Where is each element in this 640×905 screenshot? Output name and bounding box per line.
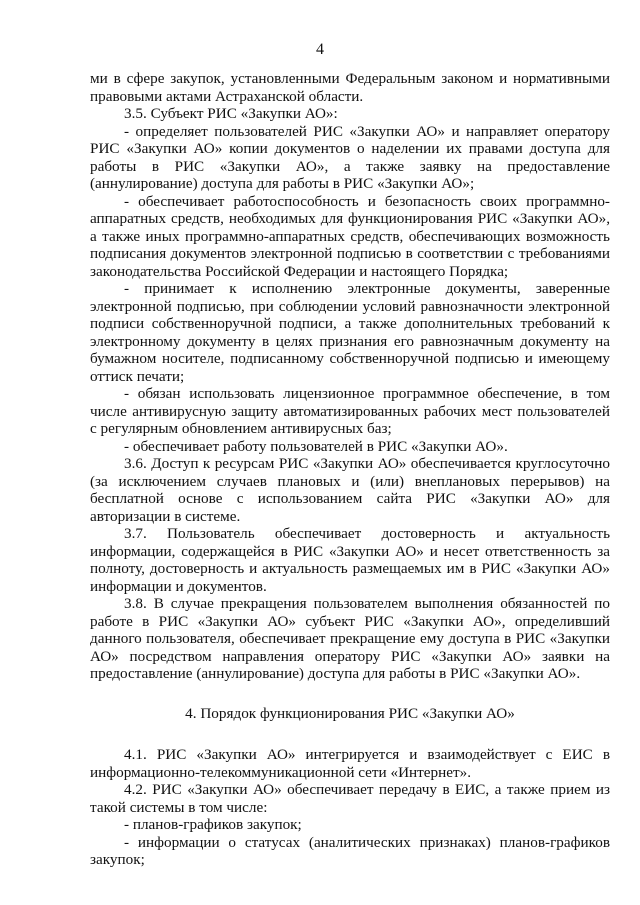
list-item-schedules: - планов-графиков закупок; [124,816,302,833]
list-item-user-work: - обеспечивает работу пользователей в РИС «Закупки АО». [124,437,508,455]
list-item-schedule-statuses: - информации о статусах (аналитических признаках) планов-графиков закупок; [90,833,610,868]
paragraph-4-2: 4.2. РИС «Закупки АО» обеспечивает передачу в ЕИС, а также прием из такой системы в том числе: [90,781,610,816]
section-heading: 4. Порядок функционирования РИС «Закупки АО» [185,704,515,722]
paragraph-4-1: 4.1. РИС «Закупки АО» интегрируется и взаимодействует с ЕИС в информационно-телекоммуникационной сети «Интернет». [90,746,610,781]
paragraph-3-6: 3.6. Доступ к ресурсам РИС «Закупки АО» обеспечивается круглосуточно (за исключением случаев плановых и (или) внеплановых перерывов) на бесплатной основе с использованием сайта РИС «Закупки АО» для авторизации в системе. [90,455,610,525]
paragraph-3-7: 3.7. Пользователь обеспечивает достоверность и актуальность информации, содержащейся в РИС «Закупки АО» и несет ответственность за полноту, достоверность и актуальность размещаемых им в РИС «Закупки АО» информации и документов. [90,525,610,595]
paragraph-3-8: 3.8. В случае прекращения пользователем выполнения обязанностей по работе в РИС «Закупки АО» субъект РИС «Закупки АО», определивший данного пользователя, обеспечивает прекращение ему доступа в РИС «Закупки АО» посредством направления оператору РИС «Закупки АО» заявки на предоставление (аннулирование) доступа для работы в РИС «Закупки АО». [90,595,610,682]
list-item-ensure-operability: - обеспечивает работоспособность и безопасность своих программно-аппаратных средств, необходимых для функционирования РИС «Закупки АО», а также иных программно-аппаратных средств, обеспечивающих возможность подписания документов электронной подписью в соответствии с требованиями законодательства Российской Федерации и настоящего Порядка; [90,192,610,280]
paragraph-continuation: ми в сфере закупок, установленными Федеральным законом и нормативными правовыми актами Астраханской области. [90,70,610,105]
document-body [90,70,610,869]
list-item-accept-edocs: - принимает к исполнению электронные документы, заверенные электронной подписью, при соблюдении условий равнозначности электронной подписи собственноручной подписи, а также дополнительных требований к электронному документу в целях признания его равнозначным документу на бумажном носителе, подписанному собственноручной подписью и имеющему оттиск печати; [90,280,610,385]
paragraph-3-5: 3.5. Субъект РИС «Закупки АО»: [124,105,338,122]
page-number: 4 [316,41,324,58]
list-item-licensed-software: - обязан использовать лицензионное программное обеспечение, в том числе антивирусную защиту автоматизированных рабочих мест пользователей с регулярным обновлением антивирусных баз; [90,385,610,437]
list-item-define-users: - определяет пользователей РИС «Закупки АО» и направляет оператору РИС «Закупки АО» копии документов о наделении их правами доступа для работы в РИС «Закупки АО», а также заявку на предоставление (аннулирование) доступа для работы в РИС «Закупки АО»; [90,122,610,192]
